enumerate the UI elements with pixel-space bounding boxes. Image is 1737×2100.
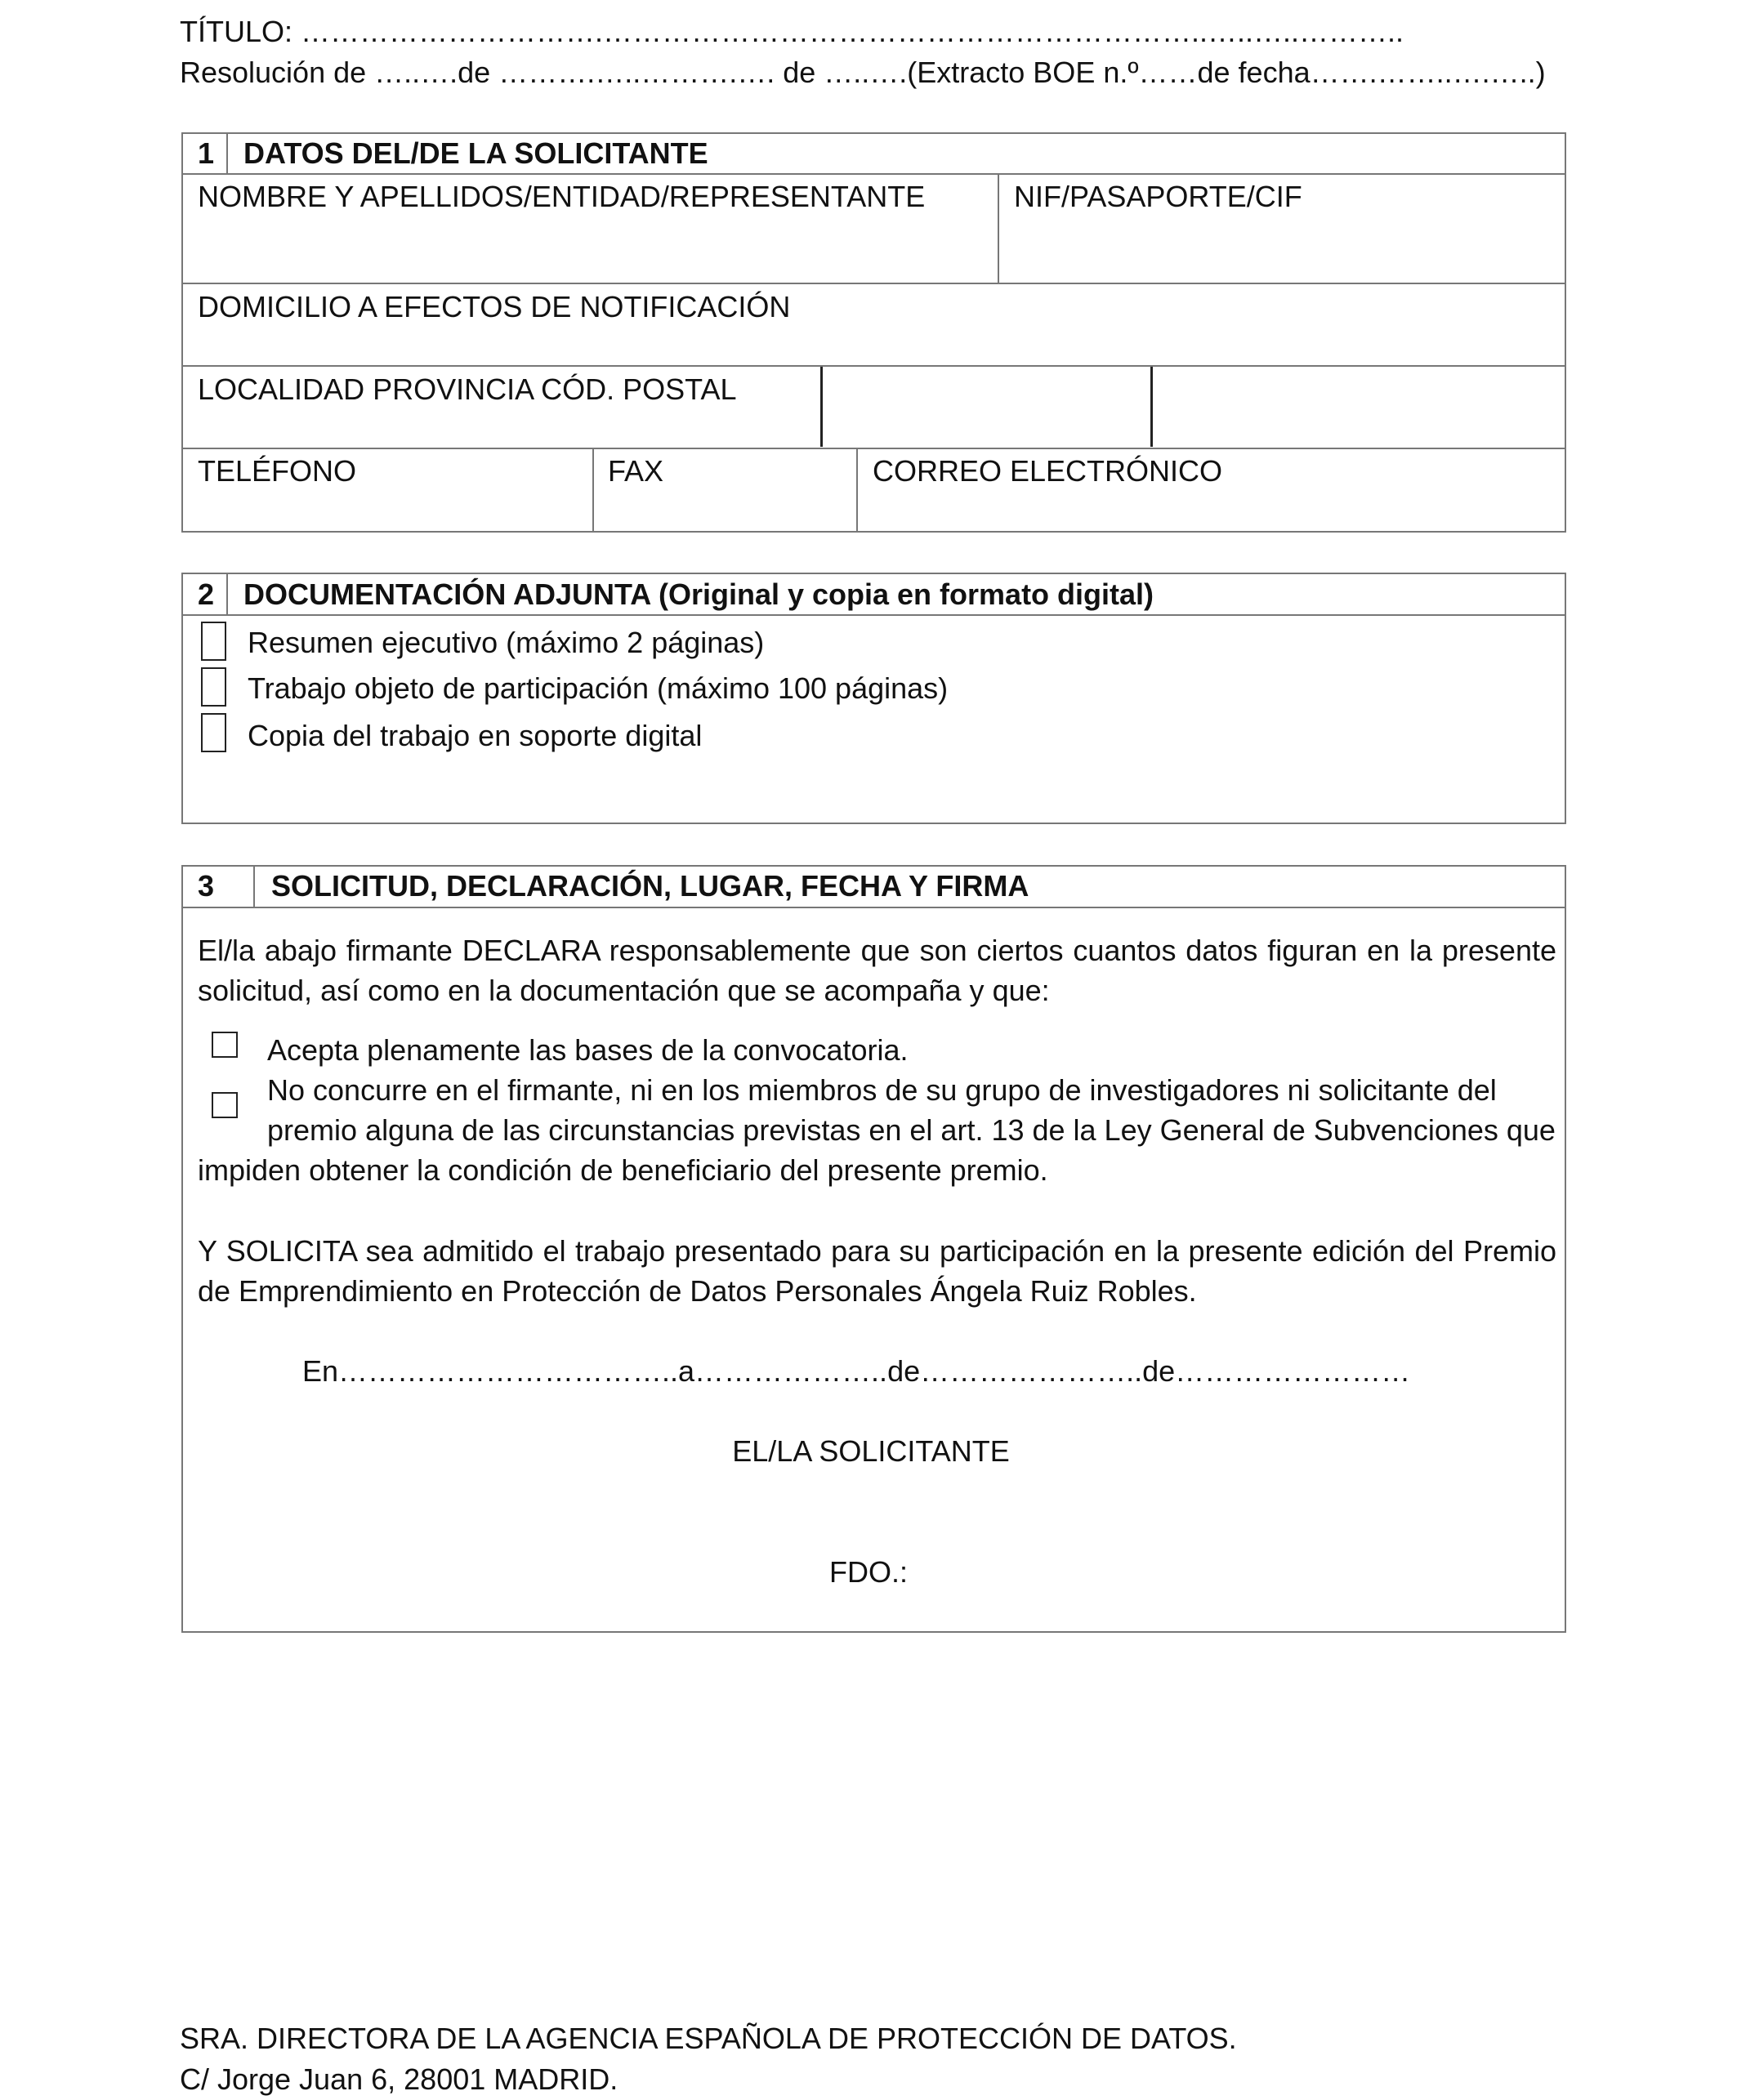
- row2-rule: [181, 365, 1566, 367]
- section-1-number: 1: [198, 136, 215, 170]
- doc-checkbox-1[interactable]: [201, 622, 226, 661]
- section-2-number-divider: [226, 573, 228, 615]
- section-1-number-divider: [226, 132, 228, 175]
- footer-line-2: C/ Jorge Juan 6, 28001 MADRID.: [180, 2062, 618, 2096]
- section-2-number: 2: [198, 577, 215, 611]
- accept-bases-label: Acepta plenamente las bases de la convocatoria.: [267, 1033, 909, 1067]
- nombre-label: NOMBRE Y APELLIDOS/ENTIDAD/REPRESENTANTE: [198, 180, 926, 213]
- domicilio-label: DOMICILIO A EFECTOS DE NOTIFICACIÓN: [198, 290, 791, 323]
- solicita-paragraph: Y SOLICITA sea admitido el trabajo presentado para su participación en la presente edición del Premio de Emprendimiento en Protección de Datos Personales Ángela Ruiz Robles.: [198, 1234, 1556, 1308]
- resolucion-line: Resolución de …..….de ……….…..……….…. de …..….(Extracto BOE n.º……de fecha…….……..….…..): [180, 56, 1546, 89]
- doc-checkbox-3[interactable]: [201, 713, 226, 752]
- telefono-label: TELÉFONO: [198, 454, 357, 488]
- no-concurre-checkbox[interactable]: [212, 1092, 238, 1118]
- doc-item-3: Copia del trabajo en soporte digital: [248, 719, 703, 752]
- nif-label: NIF/PASAPORTE/CIF: [1014, 180, 1302, 213]
- row4-divider-2: [856, 448, 858, 533]
- section-3-number-divider: [253, 865, 255, 907]
- doc-item-1: Resumen ejecutivo (máximo 2 páginas): [248, 626, 765, 659]
- localidad-label: LOCALIDAD PROVINCIA CÓD. POSTAL: [198, 372, 737, 406]
- no-concurre-line-2: premio alguna de las circunstancias previstas en el art. 13 de la Ley General de Subvenciones que: [267, 1113, 1556, 1147]
- lugar-fecha-line: En……………………………..a………………..de…………………..de……………………: [302, 1354, 1411, 1388]
- fax-label: FAX: [608, 454, 664, 488]
- row3-divider-1: [820, 367, 823, 447]
- section-1-header-rule: [181, 173, 1566, 175]
- row1-divider: [998, 173, 999, 284]
- solicitante-label: EL/LA SOLICITANTE: [732, 1434, 1010, 1468]
- no-concurre-line-3: impiden obtener la condición de beneficiario del presente premio.: [198, 1153, 1048, 1187]
- titulo-line: TÍTULO: ………………………….……………………………………………………..…..…..………..: [180, 15, 1404, 48]
- declara-paragraph: El/la abajo firmante DECLARA responsablemente que son ciertos cuantos datos figuran en la presente solicitud, así como en la documentación que se acompaña y que:: [198, 934, 1556, 1007]
- row3-rule: [181, 448, 1566, 449]
- firma-label: FDO.:: [829, 1555, 908, 1589]
- section-3-header-rule: [181, 907, 1566, 908]
- section-3-number: 3: [198, 869, 215, 903]
- row3-divider-2: [1150, 367, 1153, 447]
- section-2-header-rule: [181, 614, 1566, 616]
- row4-divider-1: [592, 448, 594, 533]
- section-3-title: SOLICITUD, DECLARACIÓN, LUGAR, FECHA Y FIRMA: [271, 869, 1029, 903]
- row1-rule: [181, 283, 1566, 284]
- doc-checkbox-2[interactable]: [201, 667, 226, 707]
- accept-bases-checkbox[interactable]: [212, 1032, 238, 1058]
- doc-item-2: Trabajo objeto de participación (máximo 100 páginas): [248, 671, 949, 705]
- section-2-title: DOCUMENTACIÓN ADJUNTA (Original y copia en formato digital): [243, 577, 1154, 611]
- no-concurre-line-1: No concurre en el firmante, ni en los miembros de su grupo de investigadores ni solicitante del: [267, 1073, 1497, 1107]
- footer-line-1: SRA. DIRECTORA DE LA AGENCIA ESPAÑOLA DE PROTECCIÓN DE DATOS.: [180, 2022, 1237, 2055]
- correo-label: CORREO ELECTRÓNICO: [873, 454, 1223, 488]
- section-1-title: DATOS DEL/DE LA SOLICITANTE: [243, 136, 708, 170]
